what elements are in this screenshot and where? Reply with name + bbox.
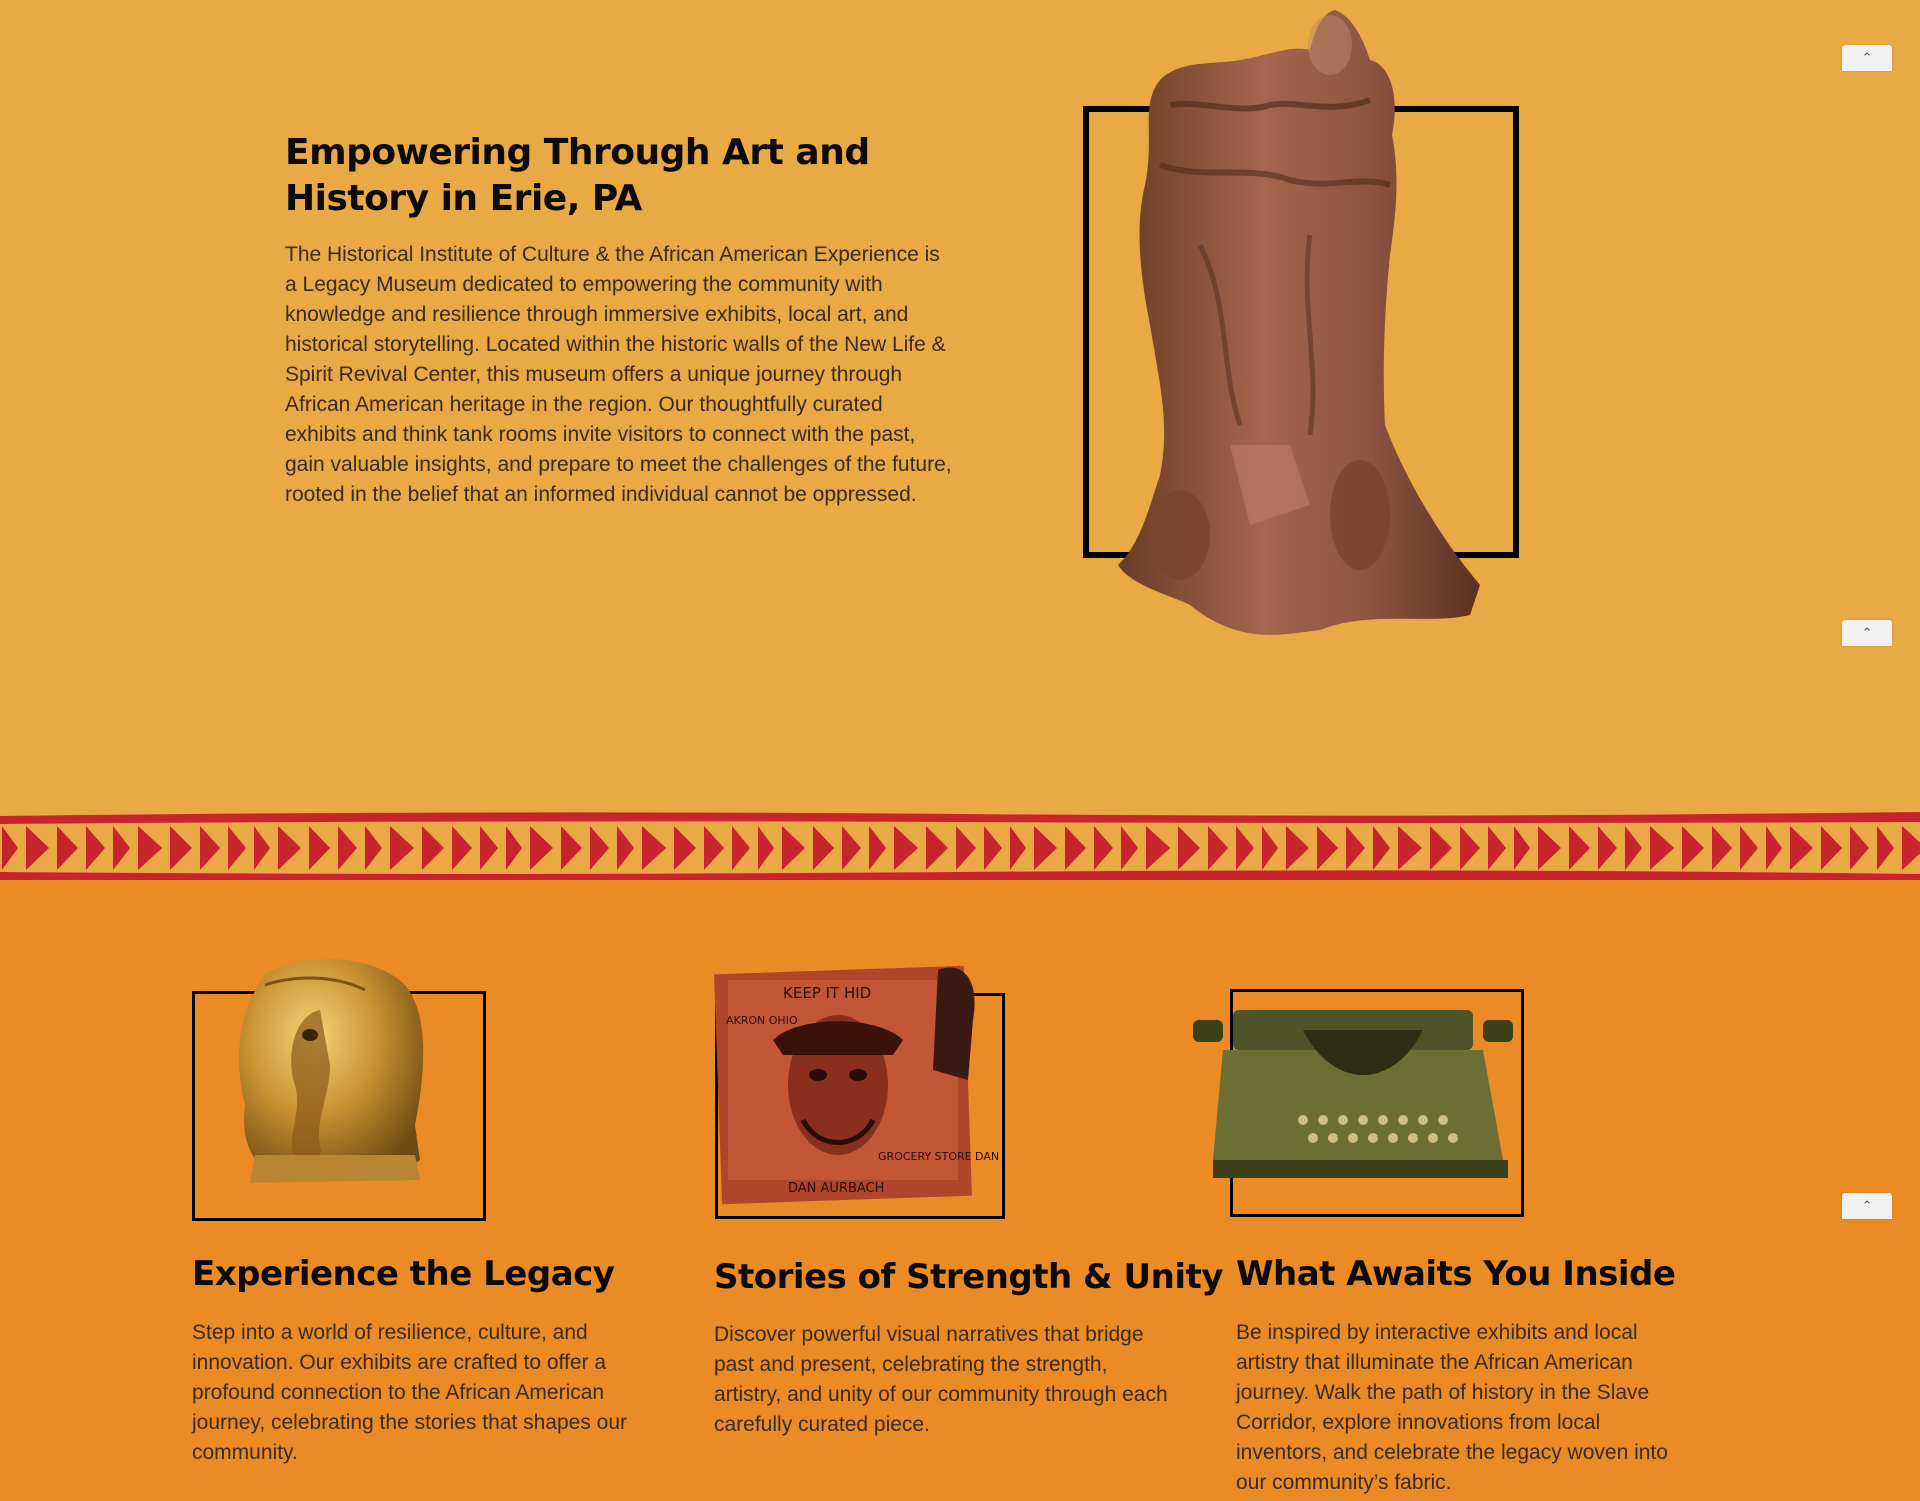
chevron-up-icon: ⌃ [1861, 625, 1873, 640]
typewriter-icon [1193, 990, 1518, 1190]
panel-text-right: GROCERY STORE DAN [878, 1150, 1000, 1163]
feature-description: Discover powerful visual narratives that bridge past and present, celebrating the strength, artistry, and unity of our community through each carefully curated piece. [714, 1323, 1168, 1436]
chevron-up-icon: ⌃ [1861, 1198, 1873, 1213]
hero-description: The Historical Institute of Culture & the African American Experience is a Legacy Museum dedicated to empowering the community with knowledge and resilience through immersive exhibits, local art, and historical storytelling. Located within the historic walls of the New Life & Spirit Revival Center, this museum offers a unique journey through African American heritage in the region. Our thoughtfully curated exhibits and think tank rooms invite visitors to connect with the past, gain valuable insights, and prepare to meet the challenges of the future, rooted in the belief that an informed individual cannot be oppressed. [285, 243, 952, 506]
feature-description: Be inspired by interactive exhibits and local artistry that illuminate the African American journey. Walk the path of history in the Slave Corridor, explore innovations from local inventors, and celebrate the legacy woven into our community’s fabric. [1236, 1321, 1668, 1494]
scroll-up-button[interactable] [1842, 620, 1892, 646]
carved-portrait-panel-icon [718, 960, 1000, 1204]
chevron-up-icon: ⌃ [1861, 50, 1873, 65]
feature-title: Experience the Legacy [192, 1254, 615, 1294]
scroll-up-button[interactable] [1842, 45, 1892, 71]
panel-text-bottom: DAN AURBACH [788, 1181, 885, 1196]
panel-text-top: KEEP IT HID [783, 984, 872, 1002]
features-section [0, 880, 1920, 1501]
panel-text-left: AKRON OHIO [726, 1014, 798, 1027]
elephant-sculpture-icon [225, 955, 435, 1195]
feature-title: What Awaits You Inside [1236, 1254, 1676, 1294]
feature-description: Step into a world of resilience, culture, and innovation. Our exhibits are crafted to offer a profound connection to the African American journey, celebrating the stories that shapes our community. [192, 1321, 628, 1464]
scroll-up-button[interactable] [1842, 1193, 1892, 1219]
hero-title: Empowering Through Art and History in Erie, PA [285, 132, 870, 219]
feature-title: Stories of Strength & Unity [714, 1257, 1223, 1297]
decorative-triangle-band [0, 806, 1920, 886]
raised-fist-sculpture-icon [1100, 5, 1490, 645]
